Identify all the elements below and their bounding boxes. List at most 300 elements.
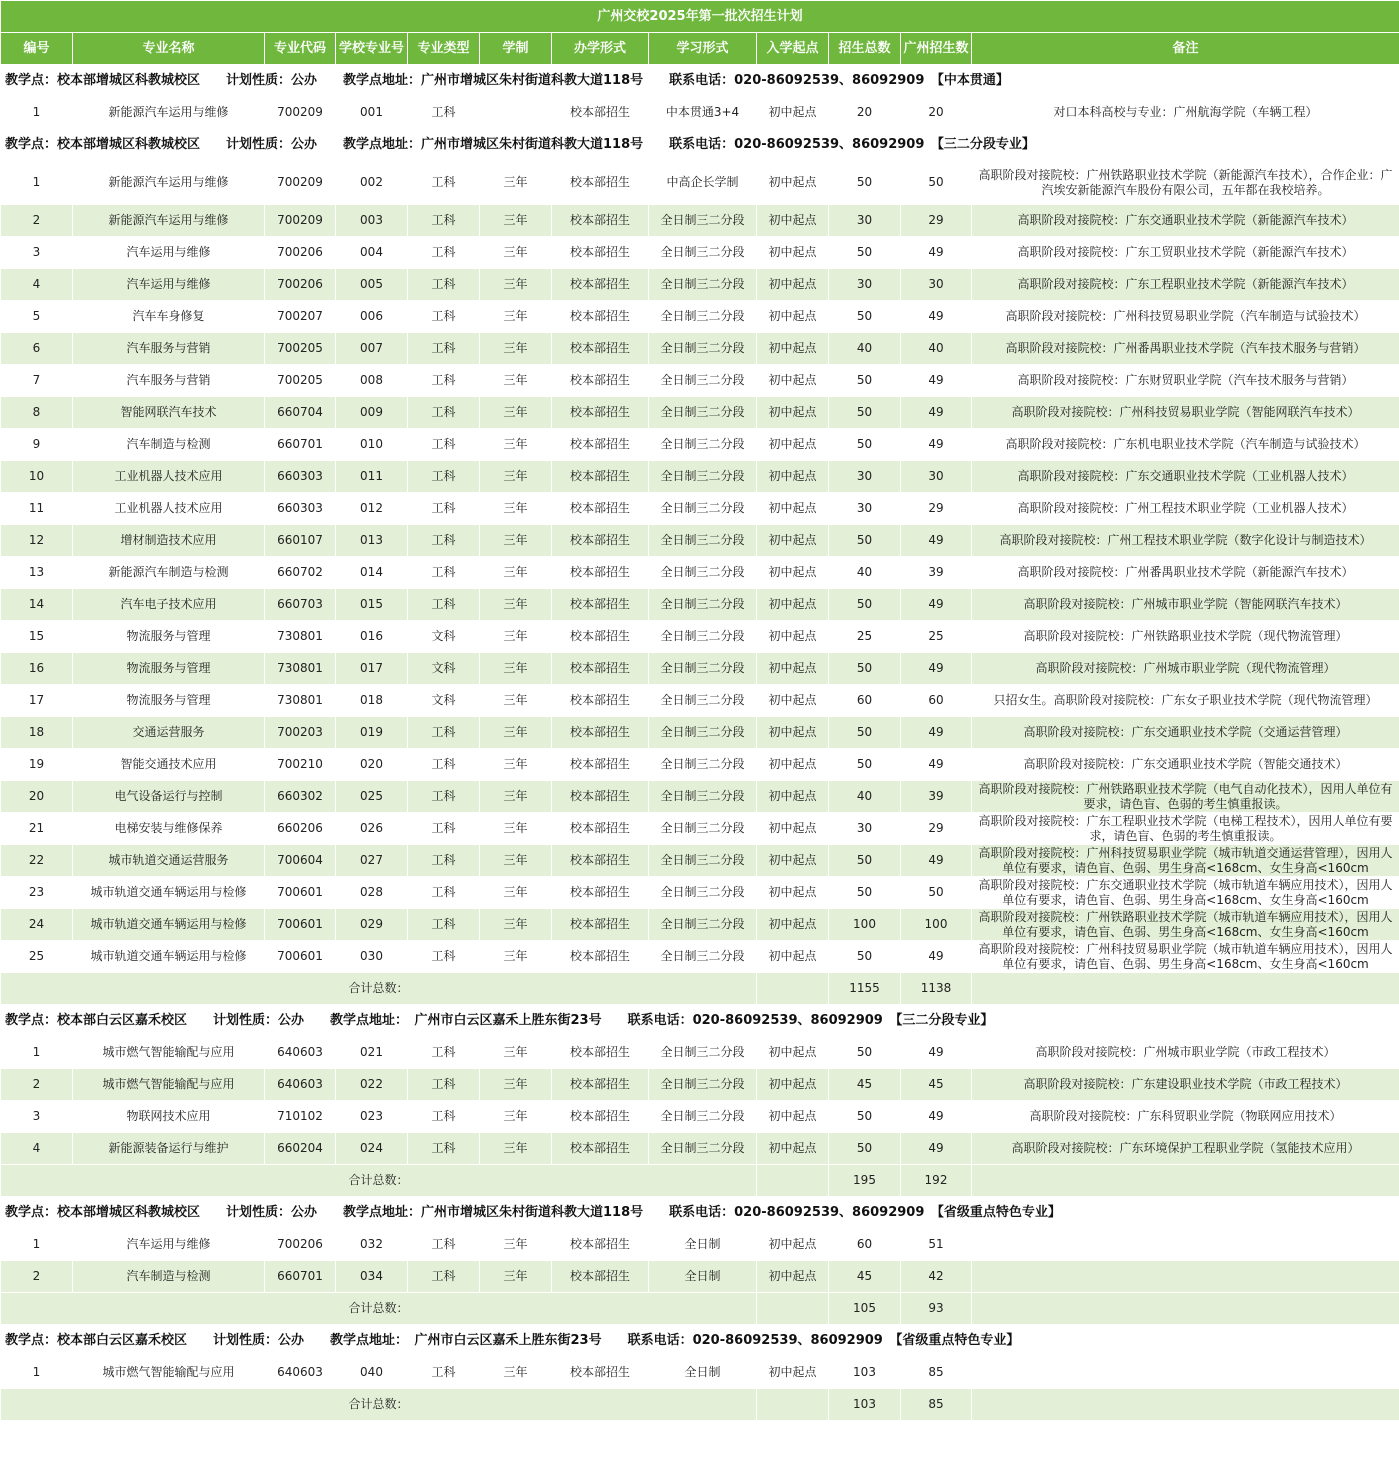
remark: 高职阶段对接院校：广东交通职业技术学院（新能源汽车技术） [972, 205, 1399, 237]
remark: 高职阶段对接院校：广州城市职业学院（现代物流管理） [972, 653, 1399, 685]
duration: 三年 [480, 493, 552, 525]
gz-count: 85 [901, 1357, 972, 1389]
school-form: 校本部招生 [552, 845, 649, 877]
table-row [1, 205, 1399, 237]
major-code: 640603 [265, 1069, 336, 1101]
row-no: 1 [1, 97, 73, 129]
major-code: 700206 [265, 237, 336, 269]
major-code: 700210 [265, 749, 336, 781]
row-no: 23 [1, 877, 73, 909]
table-row [1, 653, 1399, 685]
study-form: 全日制三二分段 [649, 333, 757, 365]
row-no: 10 [1, 461, 73, 493]
remark: 高职阶段对接院校：广州科技贸易职业学院（城市轨道车辆应用技术），因用人单位有要求，请色盲、色弱、男生身高<168cm、女生身高<160cm [972, 941, 1399, 973]
table-row [1, 269, 1399, 301]
study-form: 全日制三二分段 [649, 525, 757, 557]
start-level: 初中起点 [757, 205, 829, 237]
total-empty [757, 1389, 829, 1421]
duration: 三年 [480, 909, 552, 941]
duration: 三年 [480, 1261, 552, 1293]
major-name: 增材制造技术应用 [73, 525, 265, 557]
school-form: 校本部招生 [552, 781, 649, 813]
remark: 高职阶段对接院校：广州铁路职业技术学院（城市轨道车辆应用技术），因用人单位有要求，请色盲、色弱、男生身高<168cm、女生身高<160cm [972, 909, 1399, 941]
section-header [1, 1197, 1399, 1229]
study-form: 全日制三二分段 [649, 301, 757, 333]
row-no: 4 [1, 269, 73, 301]
table-row [1, 525, 1399, 557]
duration: 三年 [480, 621, 552, 653]
row-no: 16 [1, 653, 73, 685]
table-row [1, 717, 1399, 749]
start-level: 初中起点 [757, 589, 829, 621]
school-form: 校本部招生 [552, 237, 649, 269]
start-level: 初中起点 [757, 1069, 829, 1101]
gz-count: 25 [901, 621, 972, 653]
header-major-type: 专业类型 [408, 33, 480, 65]
major-code: 660703 [265, 589, 336, 621]
major-code: 700604 [265, 845, 336, 877]
major-code: 700209 [265, 97, 336, 129]
major-code: 660302 [265, 781, 336, 813]
start-level: 初中起点 [757, 653, 829, 685]
major-type: 工科 [408, 1037, 480, 1069]
school-form: 校本部招生 [552, 557, 649, 589]
major-name: 汽车运用与维修 [73, 1229, 265, 1261]
school-form: 校本部招生 [552, 205, 649, 237]
major-name: 物流服务与管理 [73, 621, 265, 653]
total-count: 50 [829, 1101, 901, 1133]
school-major-no: 002 [336, 161, 408, 205]
school-form: 校本部招生 [552, 97, 649, 129]
table-row [1, 1229, 1399, 1261]
major-type: 工科 [408, 589, 480, 621]
gz-count: 39 [901, 557, 972, 589]
start-level: 初中起点 [757, 97, 829, 129]
row-no: 1 [1, 161, 73, 205]
study-form: 全日制 [649, 1229, 757, 1261]
major-name: 物联网技术应用 [73, 1101, 265, 1133]
remark: 高职阶段对接院校：广东机电职业技术学院（汽车制造与试验技术） [972, 429, 1399, 461]
duration: 三年 [480, 717, 552, 749]
total-label: 合计总数： [1, 973, 757, 1005]
school-major-no: 029 [336, 909, 408, 941]
study-form: 全日制三二分段 [649, 909, 757, 941]
duration: 三年 [480, 685, 552, 717]
major-type: 工科 [408, 429, 480, 461]
gz-count: 49 [901, 525, 972, 557]
table-row [1, 301, 1399, 333]
major-type: 工科 [408, 269, 480, 301]
major-type: 文科 [408, 685, 480, 717]
study-form: 全日制三二分段 [649, 1133, 757, 1165]
school-form: 校本部招生 [552, 397, 649, 429]
major-name: 智能网联汽车技术 [73, 397, 265, 429]
study-form: 全日制三二分段 [649, 205, 757, 237]
duration: 三年 [480, 1101, 552, 1133]
major-type: 工科 [408, 333, 480, 365]
gz-count: 49 [901, 749, 972, 781]
row-no: 13 [1, 557, 73, 589]
table-row [1, 397, 1399, 429]
major-type: 工科 [408, 1261, 480, 1293]
total-count: 103 [829, 1357, 901, 1389]
duration: 三年 [480, 845, 552, 877]
duration: 三年 [480, 429, 552, 461]
remark: 高职阶段对接院校：广东财贸职业学院（汽车技术服务与营销） [972, 365, 1399, 397]
duration: 三年 [480, 813, 552, 845]
start-level: 初中起点 [757, 1357, 829, 1389]
row-no: 1 [1, 1357, 73, 1389]
remark: 高职阶段对接院校：广州城市职业学院（智能网联汽车技术） [972, 589, 1399, 621]
remark: 高职阶段对接院校：广东工贸职业技术学院（新能源汽车技术） [972, 237, 1399, 269]
total-row [1, 1293, 1399, 1325]
row-no: 11 [1, 493, 73, 525]
major-code: 700205 [265, 365, 336, 397]
gz-total-count: 1138 [901, 973, 972, 1005]
row-no: 2 [1, 1261, 73, 1293]
total-count: 30 [829, 269, 901, 301]
remark: 高职阶段对接院校：广东建设职业技术学院（市政工程技术） [972, 1069, 1399, 1101]
row-no: 6 [1, 333, 73, 365]
school-major-no: 024 [336, 1133, 408, 1165]
school-major-no: 019 [336, 717, 408, 749]
gz-count: 51 [901, 1229, 972, 1261]
major-type: 工科 [408, 877, 480, 909]
row-no: 18 [1, 717, 73, 749]
school-form: 校本部招生 [552, 1261, 649, 1293]
major-code: 660206 [265, 813, 336, 845]
school-major-no: 013 [336, 525, 408, 557]
duration: 三年 [480, 1357, 552, 1389]
major-name: 新能源汽车运用与维修 [73, 97, 265, 129]
major-type: 工科 [408, 941, 480, 973]
study-form: 全日制三二分段 [649, 1069, 757, 1101]
start-level: 初中起点 [757, 461, 829, 493]
gz-count: 29 [901, 205, 972, 237]
major-name: 城市燃气智能输配与应用 [73, 1037, 265, 1069]
gz-count: 49 [901, 653, 972, 685]
header-gz-total: 广州招生数 [901, 33, 972, 65]
school-major-no: 015 [336, 589, 408, 621]
header-study-form: 学习形式 [649, 33, 757, 65]
section-info: 教学点：校本部增城区科教城校区 计划性质：公办 教学点地址：广州市增城区朱村街道科教大道118号 联系电话：020-86092539、86092909 【三二分段专业】 [1, 129, 1399, 161]
start-level: 初中起点 [757, 269, 829, 301]
start-level: 初中起点 [757, 525, 829, 557]
school-form: 校本部招生 [552, 653, 649, 685]
major-name: 电气设备运行与控制 [73, 781, 265, 813]
start-level: 初中起点 [757, 749, 829, 781]
remark: 高职阶段对接院校：广东交通职业技术学院（交通运营管理） [972, 717, 1399, 749]
major-type: 工科 [408, 161, 480, 205]
start-level: 初中起点 [757, 845, 829, 877]
major-name: 城市燃气智能输配与应用 [73, 1069, 265, 1101]
major-code: 700209 [265, 161, 336, 205]
total-count: 30 [829, 813, 901, 845]
total-count: 40 [829, 333, 901, 365]
school-major-no: 020 [336, 749, 408, 781]
header-no: 编号 [1, 33, 73, 65]
duration: 三年 [480, 781, 552, 813]
school-form: 校本部招生 [552, 621, 649, 653]
study-form: 全日制三二分段 [649, 781, 757, 813]
table-row [1, 749, 1399, 781]
study-form: 全日制三二分段 [649, 717, 757, 749]
study-form: 全日制三二分段 [649, 557, 757, 589]
duration: 三年 [480, 397, 552, 429]
major-code: 640603 [265, 1037, 336, 1069]
gz-count: 49 [901, 1037, 972, 1069]
major-name: 汽车制造与检测 [73, 1261, 265, 1293]
total-remark-empty [972, 1389, 1399, 1421]
duration: 三年 [480, 589, 552, 621]
table-row [1, 1069, 1399, 1101]
major-name: 新能源汽车运用与维修 [73, 161, 265, 205]
school-form: 校本部招生 [552, 429, 649, 461]
section-info: 教学点：校本部增城区科教城校区 计划性质：公办 教学点地址：广州市增城区朱村街道科教大道118号 联系电话：020-86092539、86092909 【省级重点特色专业】 [1, 1197, 1399, 1229]
school-form: 校本部招生 [552, 1037, 649, 1069]
major-type: 工科 [408, 525, 480, 557]
total-row [1, 1389, 1399, 1421]
major-code: 640603 [265, 1357, 336, 1389]
study-form: 全日制 [649, 1261, 757, 1293]
gz-count: 49 [901, 301, 972, 333]
school-major-no: 009 [336, 397, 408, 429]
major-type: 工科 [408, 301, 480, 333]
start-level: 初中起点 [757, 333, 829, 365]
total-count: 100 [829, 909, 901, 941]
major-name: 新能源汽车制造与检测 [73, 557, 265, 589]
table-row [1, 621, 1399, 653]
table-row [1, 845, 1399, 877]
total-count: 50 [829, 525, 901, 557]
gz-count: 49 [901, 397, 972, 429]
remark: 高职阶段对接院校：广州铁路职业技术学院（现代物流管理） [972, 621, 1399, 653]
table-row [1, 813, 1399, 845]
total-count: 50 [829, 429, 901, 461]
total-count: 40 [829, 781, 901, 813]
start-level: 初中起点 [757, 813, 829, 845]
total-count: 105 [829, 1293, 901, 1325]
row-no: 19 [1, 749, 73, 781]
major-code: 710102 [265, 1101, 336, 1133]
study-form: 全日制三二分段 [649, 621, 757, 653]
remark [972, 1229, 1399, 1261]
school-form: 校本部招生 [552, 941, 649, 973]
major-code: 730801 [265, 653, 336, 685]
major-type: 工科 [408, 461, 480, 493]
row-no: 4 [1, 1133, 73, 1165]
major-code: 660107 [265, 525, 336, 557]
major-name: 物流服务与管理 [73, 653, 265, 685]
school-major-no: 018 [336, 685, 408, 717]
total-empty [757, 973, 829, 1005]
major-name: 交通运营服务 [73, 717, 265, 749]
gz-count: 50 [901, 877, 972, 909]
total-count: 50 [829, 845, 901, 877]
duration [480, 97, 552, 129]
major-code: 700203 [265, 717, 336, 749]
remark: 高职阶段对接院校：广州铁路职业技术学院（电气自动化技术），因用人单位有要求，请色盲、色弱的考生慎重报读。 [972, 781, 1399, 813]
school-form: 校本部招生 [552, 365, 649, 397]
gz-count: 49 [901, 365, 972, 397]
school-major-no: 026 [336, 813, 408, 845]
duration: 三年 [480, 749, 552, 781]
total-label: 合计总数： [1, 1165, 757, 1197]
section-header [1, 1325, 1399, 1357]
major-type: 工科 [408, 717, 480, 749]
total-remark-empty [972, 973, 1399, 1005]
major-type: 工科 [408, 749, 480, 781]
major-type: 工科 [408, 845, 480, 877]
major-code: 700601 [265, 941, 336, 973]
section-header [1, 129, 1399, 161]
total-count: 50 [829, 365, 901, 397]
major-code: 660303 [265, 461, 336, 493]
study-form: 全日制三二分段 [649, 653, 757, 685]
study-form: 全日制三二分段 [649, 365, 757, 397]
remark: 高职阶段对接院校：广东科贸职业学院（物联网应用技术） [972, 1101, 1399, 1133]
total-count: 60 [829, 685, 901, 717]
major-type: 工科 [408, 365, 480, 397]
start-level: 初中起点 [757, 1101, 829, 1133]
total-count: 50 [829, 161, 901, 205]
school-major-no: 004 [336, 237, 408, 269]
total-count: 50 [829, 1133, 901, 1165]
total-row [1, 973, 1399, 1005]
section-info: 教学点：校本部增城区科教城校区 计划性质：公办 教学点地址：广州市增城区朱村街道科教大道118号 联系电话：020-86092539、86092909 【中本贯通】 [1, 65, 1399, 97]
duration: 三年 [480, 301, 552, 333]
major-type: 工科 [408, 237, 480, 269]
row-no: 21 [1, 813, 73, 845]
school-major-no: 003 [336, 205, 408, 237]
gz-count: 100 [901, 909, 972, 941]
school-major-no: 005 [336, 269, 408, 301]
remark: 对口本科高校与专业：广州航海学院（车辆工程） [972, 97, 1399, 129]
major-name: 城市轨道交通运营服务 [73, 845, 265, 877]
major-code: 660704 [265, 397, 336, 429]
gz-count: 49 [901, 845, 972, 877]
total-count: 50 [829, 749, 901, 781]
major-name: 汽车电子技术应用 [73, 589, 265, 621]
table-row [1, 909, 1399, 941]
school-form: 校本部招生 [552, 749, 649, 781]
table-row [1, 97, 1399, 129]
table-row [1, 781, 1399, 813]
gz-count: 29 [901, 813, 972, 845]
start-level: 初中起点 [757, 1229, 829, 1261]
school-form: 校本部招生 [552, 461, 649, 493]
total-count: 40 [829, 557, 901, 589]
duration: 三年 [480, 1069, 552, 1101]
major-type: 工科 [408, 1101, 480, 1133]
school-major-no: 001 [336, 97, 408, 129]
school-major-no: 030 [336, 941, 408, 973]
start-level: 初中起点 [757, 365, 829, 397]
major-code: 660702 [265, 557, 336, 589]
major-type: 工科 [408, 397, 480, 429]
study-form: 中本贯通3+4 [649, 97, 757, 129]
school-major-no: 032 [336, 1229, 408, 1261]
start-level: 初中起点 [757, 237, 829, 269]
remark [972, 1357, 1399, 1389]
major-code: 700206 [265, 269, 336, 301]
table-row [1, 1101, 1399, 1133]
major-name: 汽车制造与检测 [73, 429, 265, 461]
major-name: 智能交通技术应用 [73, 749, 265, 781]
remark: 高职阶段对接院校：广东环境保护工程职业学院（氢能技术应用） [972, 1133, 1399, 1165]
start-level: 初中起点 [757, 1037, 829, 1069]
header-major-code: 专业代码 [265, 33, 336, 65]
major-code: 700601 [265, 909, 336, 941]
start-level: 初中起点 [757, 161, 829, 205]
school-major-no: 012 [336, 493, 408, 525]
major-type: 工科 [408, 205, 480, 237]
header-remark: 备注 [972, 33, 1399, 65]
remark: 高职阶段对接院校：广州城市职业学院（市政工程技术） [972, 1037, 1399, 1069]
duration: 三年 [480, 941, 552, 973]
total-count: 50 [829, 589, 901, 621]
school-form: 校本部招生 [552, 1101, 649, 1133]
total-count: 50 [829, 301, 901, 333]
table-row [1, 557, 1399, 589]
table-row [1, 493, 1399, 525]
major-name: 城市轨道交通车辆运用与检修 [73, 909, 265, 941]
major-type: 工科 [408, 1357, 480, 1389]
gz-count: 49 [901, 717, 972, 749]
section-header [1, 65, 1399, 97]
school-major-no: 021 [336, 1037, 408, 1069]
table-row [1, 1037, 1399, 1069]
major-name: 工业机器人技术应用 [73, 461, 265, 493]
row-no: 24 [1, 909, 73, 941]
duration: 三年 [480, 653, 552, 685]
duration: 三年 [480, 1133, 552, 1165]
school-major-no: 011 [336, 461, 408, 493]
table-row [1, 333, 1399, 365]
remark: 高职阶段对接院校：广州工程技术职业学院（数字化设计与制造技术） [972, 525, 1399, 557]
study-form: 全日制三二分段 [649, 1037, 757, 1069]
remark: 高职阶段对接院校：广东交通职业技术学院（智能交通技术） [972, 749, 1399, 781]
row-no: 17 [1, 685, 73, 717]
major-name: 城市轨道交通车辆运用与检修 [73, 941, 265, 973]
major-code: 660303 [265, 493, 336, 525]
remark: 高职阶段对接院校：广东工程职业技术学院（新能源汽车技术） [972, 269, 1399, 301]
header-school-form: 办学形式 [552, 33, 649, 65]
remark: 高职阶段对接院校：广州工程技术职业学院（工业机器人技术） [972, 493, 1399, 525]
total-remark-empty [972, 1165, 1399, 1197]
table-row [1, 161, 1399, 205]
school-major-no: 008 [336, 365, 408, 397]
school-major-no: 023 [336, 1101, 408, 1133]
school-form: 校本部招生 [552, 301, 649, 333]
school-major-no: 007 [336, 333, 408, 365]
section-info: 教学点：校本部白云区嘉禾校区 计划性质：公办 教学点地址： 广州市白云区嘉禾上胜东街23号 联系电话：020-86092539、86092909 【省级重点特色专业】 [1, 1325, 1399, 1357]
gz-count: 49 [901, 429, 972, 461]
gz-count: 30 [901, 269, 972, 301]
row-no: 9 [1, 429, 73, 461]
major-type: 工科 [408, 97, 480, 129]
school-major-no: 027 [336, 845, 408, 877]
major-code: 660204 [265, 1133, 336, 1165]
total-count: 20 [829, 97, 901, 129]
start-level: 初中起点 [757, 1261, 829, 1293]
total-count: 50 [829, 717, 901, 749]
school-form: 校本部招生 [552, 717, 649, 749]
major-name: 城市燃气智能输配与应用 [73, 1357, 265, 1389]
duration: 三年 [480, 461, 552, 493]
study-form: 中高企长学制 [649, 161, 757, 205]
duration: 三年 [480, 877, 552, 909]
